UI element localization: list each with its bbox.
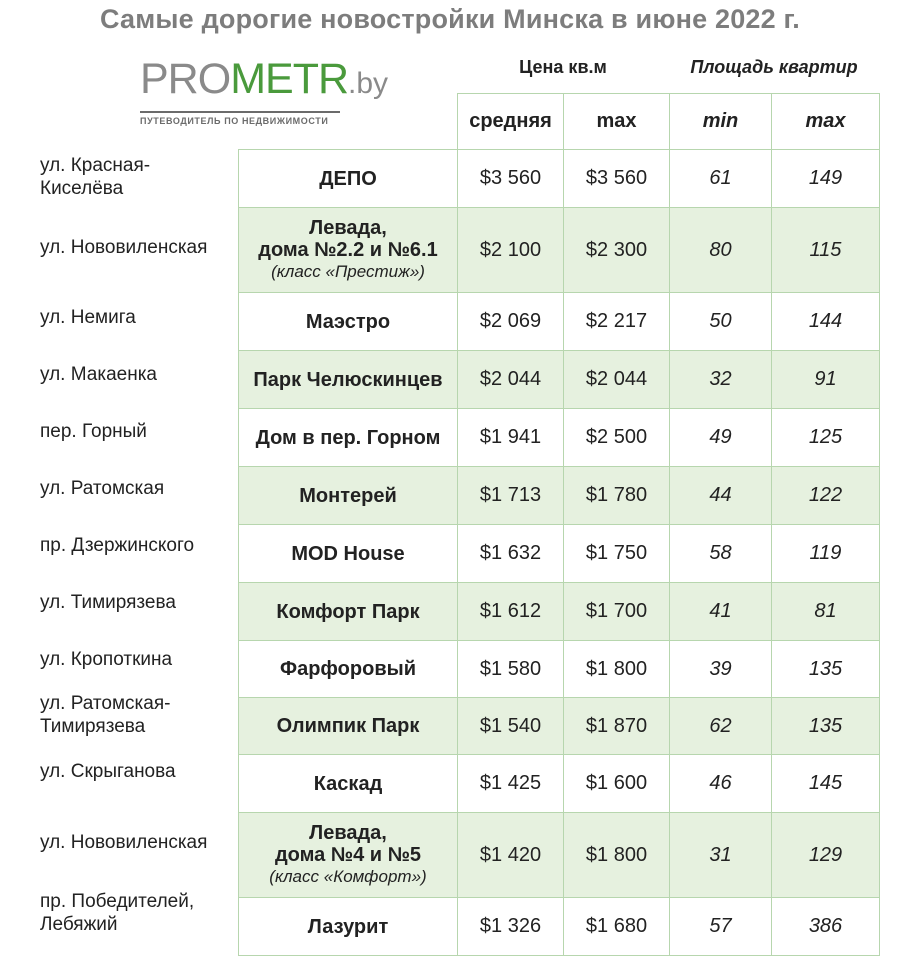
header-price-max: max	[564, 94, 670, 150]
street-label-line: ул. Красная-	[40, 154, 151, 176]
street-label-line: Лебяжий	[40, 913, 118, 935]
area-min-cell: 39	[670, 641, 772, 698]
building-name-cell	[239, 208, 458, 293]
table-row	[239, 813, 880, 898]
price-max-cell: $1 800	[564, 641, 670, 698]
table-row	[239, 293, 880, 351]
price-max-cell: $1 800	[564, 813, 670, 898]
street-label	[40, 403, 238, 460]
table-row	[239, 150, 880, 208]
street-label-line: ул. Макаенка	[40, 364, 157, 385]
area-min-cell: 50	[670, 293, 772, 351]
street-label	[40, 800, 238, 884]
street-label-text	[40, 154, 150, 200]
table-row	[239, 898, 880, 956]
street-label	[40, 517, 238, 574]
area-max-cell: 145	[772, 755, 880, 813]
area-min-cell: 41	[670, 583, 772, 641]
table-row	[239, 208, 880, 293]
area-min-cell: 46	[670, 755, 772, 813]
street-label	[40, 346, 238, 403]
area-max-cell: 119	[772, 525, 880, 583]
area-min-cell: 80	[670, 208, 772, 293]
street-label	[40, 743, 238, 800]
building-name-line: Левада,	[309, 217, 387, 239]
building-class-label: (класс «Комфорт»)	[269, 867, 427, 886]
price-max-cell: $1 680	[564, 898, 670, 956]
building-name-cell	[239, 525, 458, 583]
price-avg-cell: $1 326	[458, 898, 564, 956]
table-row	[239, 409, 880, 467]
area-max-cell: 135	[772, 641, 880, 698]
table-header-row	[239, 94, 880, 150]
street-label-text	[40, 306, 136, 329]
price-max-cell: $2 044	[564, 351, 670, 409]
area-max-cell: 81	[772, 583, 880, 641]
street-label-line: Киселёва	[40, 177, 124, 199]
table-row	[239, 351, 880, 409]
street-label-line: пр. Победителей,	[40, 890, 195, 912]
building-name-cell	[239, 898, 458, 956]
building-name-line: Левада,	[309, 822, 387, 844]
area-max-cell: 129	[772, 813, 880, 898]
street-label	[40, 884, 238, 941]
street-label	[40, 687, 238, 743]
building-name-line: Фарфоровый	[280, 658, 416, 680]
price-max-cell: $3 560	[564, 150, 670, 208]
price-avg-cell: $1 612	[458, 583, 564, 641]
price-avg-cell: $1 713	[458, 467, 564, 525]
price-avg-cell: $1 580	[458, 641, 564, 698]
street-label-line: ул. Тимирязева	[40, 592, 176, 613]
street-label-text	[40, 236, 207, 259]
table-row	[239, 755, 880, 813]
building-name-line: Парк Челюскинцев	[253, 368, 443, 391]
table-row	[239, 641, 880, 698]
table-row	[239, 583, 880, 641]
building-name-line: ДЕПО	[319, 167, 377, 190]
building-name-line: дома №4 и №5	[274, 844, 422, 866]
price-avg-cell: $1 941	[458, 409, 564, 467]
building-name-cell	[239, 813, 458, 898]
street-label	[40, 205, 238, 289]
street-label-text	[40, 760, 176, 783]
building-name-cell	[239, 583, 458, 641]
header-blank-cell	[239, 94, 458, 150]
header-area-max: max	[772, 94, 880, 150]
street-label	[40, 460, 238, 517]
price-avg-cell: $3 560	[458, 150, 564, 208]
building-name-line: Комфорт Парк	[276, 600, 420, 623]
street-label-text	[40, 591, 176, 614]
street-label-text	[40, 363, 157, 386]
area-min-cell: 49	[670, 409, 772, 467]
building-name-cell	[239, 351, 458, 409]
building-name-line: Каскад	[313, 772, 383, 795]
area-min-cell: 44	[670, 467, 772, 525]
building-name-cell	[239, 409, 458, 467]
street-label	[40, 631, 238, 687]
price-avg-cell: $1 540	[458, 698, 564, 755]
area-max-cell: 386	[772, 898, 880, 956]
logo-metr: METR	[230, 55, 349, 103]
building-name-cell	[239, 150, 458, 208]
building-class-label: (класс «Престиж»)	[271, 262, 425, 281]
building-name-cell	[239, 698, 458, 755]
street-label-line: ул. Нововиленская	[40, 236, 208, 258]
street-label-line: ул. Нововиленская	[40, 831, 208, 853]
price-avg-cell: $1 425	[458, 755, 564, 813]
area-min-cell: 58	[670, 525, 772, 583]
data-table	[238, 93, 880, 956]
building-name-cell	[239, 293, 458, 351]
building-name-line: Дом в пер. Горном	[255, 426, 441, 449]
price-avg-cell: $1 420	[458, 813, 564, 898]
price-max-cell: $1 780	[564, 467, 670, 525]
street-label-line: пр. Дзержинского	[40, 535, 195, 556]
price-max-cell: $1 600	[564, 755, 670, 813]
header-area-min: min	[670, 94, 772, 150]
street-label-text	[40, 534, 194, 557]
street-label-line: ул. Ратомская	[40, 478, 165, 499]
area-max-cell: 144	[772, 293, 880, 351]
building-name-cell	[239, 755, 458, 813]
street-label-line: ул. Скрыганова	[40, 761, 176, 782]
logo-tagline: ПУТЕВОДИТЕЛЬ ПО НЕДВИЖИМОСТИ	[140, 116, 329, 126]
building-name-line: Олимпик Парк	[276, 715, 420, 737]
price-max-cell: $1 750	[564, 525, 670, 583]
street-label-line: ул. Немига	[40, 307, 136, 328]
price-avg-cell: $2 069	[458, 293, 564, 351]
logo-by: .by	[348, 67, 389, 100]
header-price-avg: средняя	[458, 94, 564, 150]
building-name-line: Маэстро	[305, 310, 391, 333]
building-name-line: Монтерей	[299, 484, 397, 507]
area-min-cell: 61	[670, 150, 772, 208]
street-label	[40, 289, 238, 346]
area-max-cell: 122	[772, 467, 880, 525]
building-name-line: MOD House	[291, 542, 405, 565]
price-group-header: Цена кв.м	[519, 57, 607, 77]
building-name-cell	[239, 641, 458, 698]
street-label	[40, 148, 238, 205]
street-label-line: ул. Кропоткина	[40, 648, 173, 670]
area-max-cell: 115	[772, 208, 880, 293]
price-avg-cell: $1 632	[458, 525, 564, 583]
table-row	[239, 525, 880, 583]
area-group-header: Площадь квартир	[690, 57, 858, 77]
street-label-text	[40, 890, 194, 936]
area-min-cell: 32	[670, 351, 772, 409]
street-label	[40, 574, 238, 631]
street-label-text	[40, 648, 172, 671]
logo-pro: PRO	[140, 55, 231, 103]
street-label-text	[40, 477, 164, 500]
table-row	[239, 698, 880, 755]
table-row	[239, 467, 880, 525]
area-max-cell: 91	[772, 351, 880, 409]
page-title: Самые дорогие новостройки Минска в июне 2022 г.	[99, 4, 801, 34]
area-max-cell: 149	[772, 150, 880, 208]
street-label-text	[40, 692, 170, 738]
street-label-line: Тимирязева	[40, 716, 146, 737]
street-label-text	[40, 831, 207, 854]
area-min-cell: 31	[670, 813, 772, 898]
area-max-cell: 125	[772, 409, 880, 467]
area-min-cell: 57	[670, 898, 772, 956]
area-min-cell: 62	[670, 698, 772, 755]
building-name-line: дома №2.2 и №6.1	[258, 239, 438, 261]
price-max-cell: $2 217	[564, 293, 670, 351]
price-max-cell: $2 500	[564, 409, 670, 467]
street-label-line: ул. Ратомская-	[40, 693, 171, 714]
price-max-cell: $1 700	[564, 583, 670, 641]
price-max-cell: $1 870	[564, 698, 670, 755]
area-max-cell: 135	[772, 698, 880, 755]
building-name-line: Лазурит	[307, 915, 389, 938]
price-max-cell: $2 300	[564, 208, 670, 293]
price-avg-cell: $2 100	[458, 208, 564, 293]
building-name-cell	[239, 467, 458, 525]
price-avg-cell: $2 044	[458, 351, 564, 409]
street-label-text	[40, 420, 147, 443]
street-label-line: пер. Горный	[40, 421, 147, 442]
